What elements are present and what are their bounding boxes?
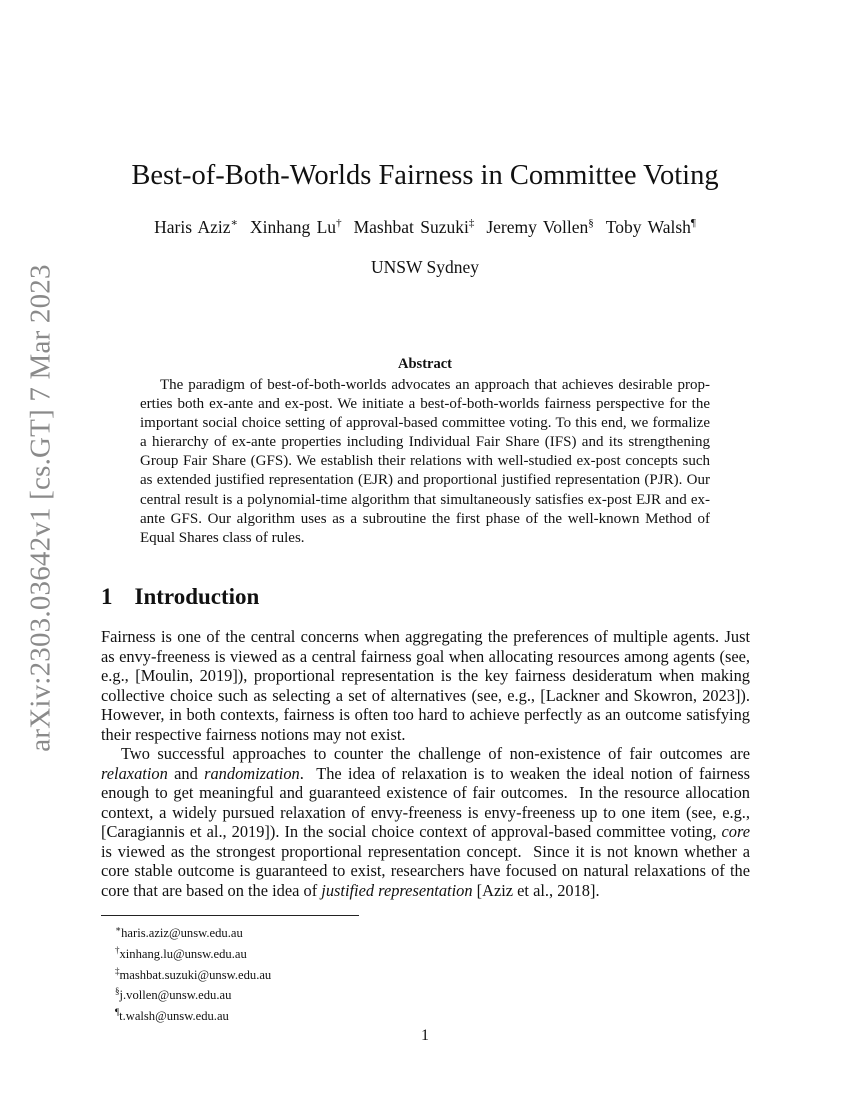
footnote <box>115 983 271 1004</box>
text-segment: However, in both contexts, fairness is often too hard to achieve perfectly as an outcome satisfying <box>101 705 750 724</box>
intro-line <box>101 705 750 725</box>
footnote <box>115 1004 271 1025</box>
text-segment: core stable outcome is guaranteed to exist, researchers have focused on natural relaxations of the <box>101 861 750 880</box>
section-title: Introduction <box>134 584 260 609</box>
abstract-line: central result is a polynomial-time algorithm that simultaneously satisfies ex-post EJR and ex- <box>140 491 710 508</box>
author-name: Jeremy Vollen <box>486 216 589 237</box>
text-segment: enough to get meaningful and guaranteed existence of fair outcomes. In the resource allocation <box>101 783 750 802</box>
text-segment: their respective fairness notions may not exist. <box>101 724 406 744</box>
abstract-line: important social choice setting of approval-based committee voting. To this end, we formalize <box>140 415 710 432</box>
introduction-body <box>101 627 750 900</box>
intro-line <box>101 686 750 706</box>
author-name: Toby Walsh <box>605 216 691 237</box>
text-segment: as envy-freeness is viewed as a central fairness goal when allocating resources among agents (see, <box>101 646 750 666</box>
author-name: Xinhang Lu <box>249 216 337 237</box>
intro-line <box>101 627 750 647</box>
footnote-mark: ∗ <box>115 924 122 934</box>
author-name: Haris Aziz <box>154 216 231 237</box>
text-segment: core that are based on the idea of <box>101 880 322 900</box>
text-segment: e.g., [Moulin, 2019]), proportional representation is the key fairness desideratum when making <box>101 666 750 685</box>
author <box>354 217 475 237</box>
footnote-email: haris.aziz@unsw.edu.au <box>121 926 243 941</box>
abstract-line: a hierarchy of ex-ante properties including Individual Fair Share (IFS) and its strengthening <box>140 434 710 451</box>
author-list <box>0 216 850 238</box>
footnote <box>115 942 271 963</box>
author-footnote-mark: ‡ <box>468 217 475 229</box>
paper-title: Best-of-Both-Worlds Fairness in Committee Voting <box>131 160 719 191</box>
author-name: Mashbat Suzuki <box>353 216 469 237</box>
intro-line <box>101 744 750 764</box>
author-footnote-mark: † <box>336 217 342 229</box>
abstract-heading: Abstract <box>398 356 452 372</box>
footnote-mark: ‡ <box>115 965 120 976</box>
intro-line <box>101 842 750 862</box>
abstract-line: erties both ex-ante and ex-post. We initiate a best-of-both-worlds fairness perspective for the <box>140 396 710 413</box>
section-number: 1 <box>101 584 113 609</box>
author <box>486 217 593 237</box>
footnote-rule <box>101 915 359 916</box>
abstract-line: as extended justified representation (EJR) and proportional justified representation (PJR). Our <box>140 472 710 489</box>
author-footnote-mark: § <box>588 217 594 229</box>
text-segment: is viewed as the strongest proportional representation concept. Since it is not known whether a <box>101 841 750 861</box>
page-number: 1 <box>421 1027 429 1044</box>
text-segment: . The idea of relaxation is to weaken the ideal notion of fairness <box>299 763 750 783</box>
arxiv-identifier-sidebar: arXiv:2303.03642v1 [cs.GT] 7 Mar 2023 <box>24 264 57 752</box>
intro-line <box>101 647 750 667</box>
text-segment: [Caragiannis et al., 2019]). In the social choice context of approval-based committee voting, <box>101 822 722 841</box>
footnote-email: xinhang.lu@unsw.edu.au <box>119 946 247 961</box>
text-segment: Fairness is one of the central concerns when aggregating the preferences of multiple agents. Just <box>101 627 750 646</box>
text-segment: and <box>167 763 205 783</box>
intro-line <box>101 666 750 686</box>
intro-line <box>101 822 750 842</box>
intro-line <box>101 861 750 881</box>
footnotes <box>115 921 271 1025</box>
author-footnote-mark: ¶ <box>690 217 696 229</box>
abstract-line: ante GFS. Our algorithm uses as a subroutine the first phase of the well-known Method of <box>140 510 710 527</box>
abstract-line: Group Fair Share (GFS). We establish their relations with well-studied ex-post concepts such <box>140 453 710 470</box>
text-segment: collective choice such as selecting a set of alternatives (see, e.g., [Lackner and Skowron, 2023]). <box>101 685 750 705</box>
footnote-email: mashbat.suzuki@unsw.edu.au <box>119 967 272 982</box>
footnote-email: t.walsh@unsw.edu.au <box>119 1009 229 1024</box>
abstract-line: Equal Shares class of rules. <box>140 529 305 546</box>
affiliation: UNSW Sydney <box>370 257 480 277</box>
footnote <box>115 963 271 984</box>
intro-line <box>101 881 750 901</box>
intro-line <box>101 783 750 803</box>
footnote-mark: † <box>115 944 120 955</box>
footnote <box>115 921 271 942</box>
intro-line <box>101 725 750 745</box>
intro-line <box>101 803 750 823</box>
text-segment: Two successful approaches to counter the challenge of non-existence of fair outcomes are <box>121 744 750 763</box>
footnote-mark: § <box>115 986 120 997</box>
author <box>606 217 696 237</box>
author-footnote-mark: ∗ <box>230 217 238 229</box>
abstract-body <box>140 376 710 548</box>
emphasized-text: randomization <box>204 763 300 783</box>
section-heading <box>101 584 259 610</box>
text-segment: context, a widely pursued relaxation of envy-freeness is envy-freeness up to one item (see, e.g., <box>101 802 750 822</box>
footnote-mark: ¶ <box>115 1007 120 1018</box>
author <box>250 217 342 237</box>
emphasized-text: relaxation <box>101 763 168 783</box>
emphasized-text: core <box>721 822 750 841</box>
emphasized-text: justified representation <box>321 880 473 900</box>
footnote-email: j.vollen@unsw.edu.au <box>119 988 232 1003</box>
text-segment: [Aziz et al., 2018]. <box>472 880 600 900</box>
intro-line <box>101 764 750 784</box>
abstract-line: The paradigm of best-of-both-worlds advocates an approach that achieves desirable prop- <box>160 377 710 393</box>
author <box>154 217 238 237</box>
